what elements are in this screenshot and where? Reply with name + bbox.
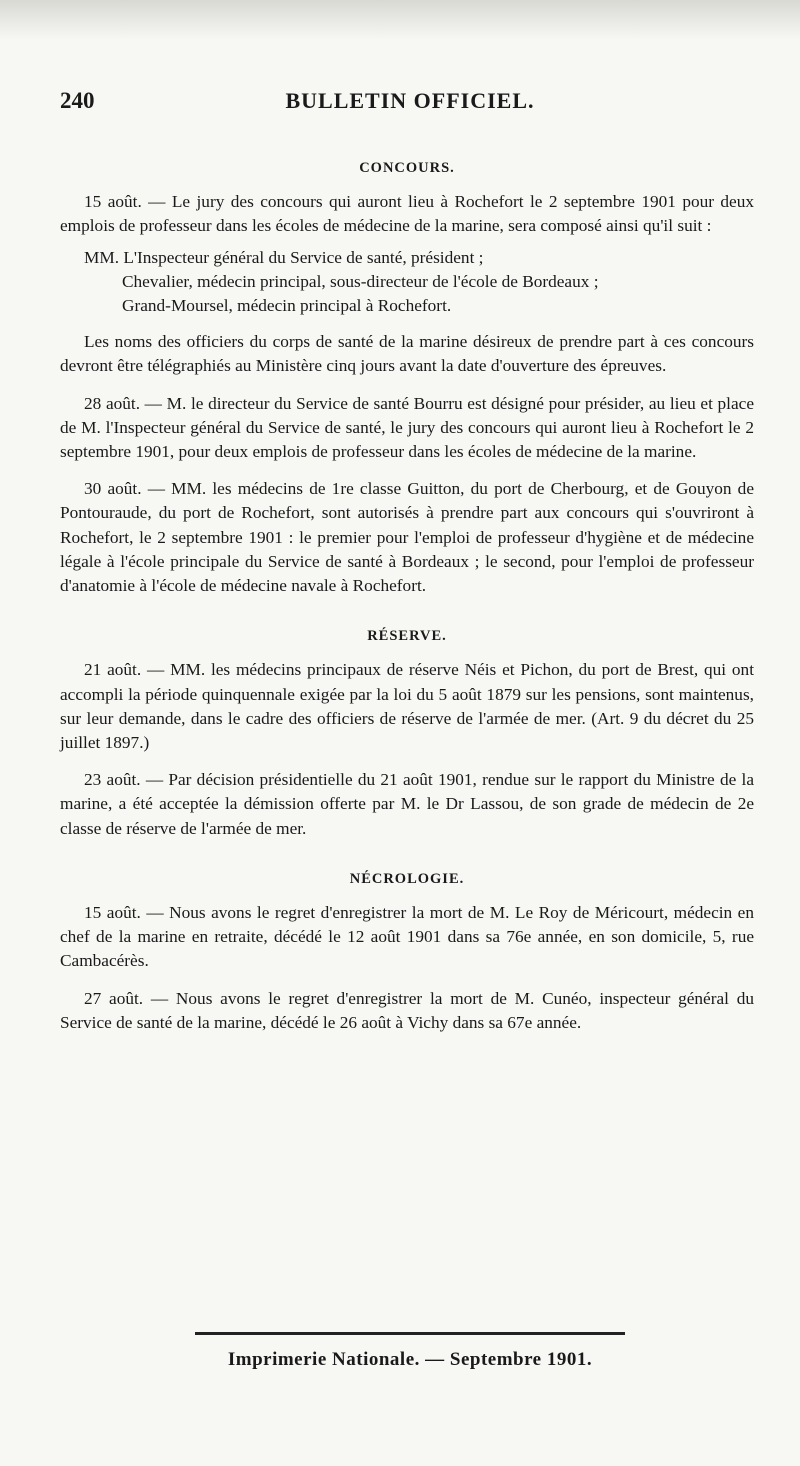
section-necrologie <box>60 867 754 1035</box>
paragraph-concours-15-aout: 15 août. — Le jury des concours qui auront lieu à Rochefort le 2 septembre 1901 pour deux emplois de professeur dans les écoles de médecine de la marine, sera composé ainsi qu'il suit : <box>60 192 754 236</box>
paragraph-necrologie-27-aout: 27 août. — Nous avons le regret d'enregistrer la mort de M. Cunéo, inspecteur général du Service de santé de la marine, décédé le 26 août à Vichy dans sa 67e année. <box>60 988 754 1032</box>
journal-title: BULLETIN OFFICIEL. <box>285 88 535 113</box>
section-heading-concours: CONCOURS. <box>359 160 455 176</box>
jury-member-chevalier: Chevalier, médecin principal, sous-directeur de l'école de Bordeaux ; <box>122 271 599 291</box>
scan-edge-shading <box>0 0 800 40</box>
section-heading-necrologie: NÉCROLOGIE. <box>349 870 465 887</box>
page-number: 240 <box>60 88 95 113</box>
section-heading-reserve: RÉSERVE. <box>367 628 447 645</box>
paragraph-concours-noms: Les noms des officiers du corps de santé de la marine désireux de prendre part à ces concours devront être télégraphiés au Ministère cinq jours avant la date d'ouverture des épreuves. <box>60 332 754 376</box>
paragraph-concours-30-aout: 30 août. — MM. les médecins de 1re classe Guitton, du port de Cherbourg, et de Gouyon de Pontouraude, du port de Rochefort, sont autorisés à prendre part aux concours qui s'ouvriront à Rochefort, le 2 septembre 1901 : le premier pour l'emploi de professeur d'hygiène et de médecine légale à l'école principale du Service de santé à Bordeaux ; le second, pour l'emploi de professeur d'anatomie à l'école de médecine navale à Rochefort. <box>60 479 754 596</box>
footer-rule <box>195 1332 625 1335</box>
jury-member-president: MM. L'Inspecteur général du Service de santé, président ; <box>84 247 484 267</box>
paragraph-necrologie-15-aout: 15 août. — Nous avons le regret d'enregistrer la mort de M. Le Roy de Méricourt, médecin en chef de la marine en retraite, décédé le 12 août 1901 dans sa 76e année, en son domicile, 5, rue Cambacérès. <box>60 903 754 971</box>
section-concours <box>60 156 754 598</box>
imprint-line: Imprimerie Nationale. — Septembre 1901. <box>227 1349 593 1370</box>
running-header <box>60 88 760 122</box>
jury-list <box>60 246 754 319</box>
paragraph-reserve-21-aout: 21 août. — MM. les médecins principaux de réserve Néis et Pichon, du port de Brest, qui ont accompli la période quinquennale exigée par la loi du 5 août 1879 sur les pensions, sont maintenus, sur leur demande, dans le cadre des officiers de réserve de l'armée de mer. (Art. 9 du décret du 25 juillet 1897.) <box>60 660 754 753</box>
jury-member-grand-moursel: Grand-Moursel, médecin principal à Rochefort. <box>122 296 452 316</box>
paragraph-concours-28-aout: 28 août. — M. le directeur du Service de santé Bourru est désigné pour présider, au lieu et place de M. l'Inspecteur général du Service de santé, le jury des concours qui auront lieu à Rochefort le 2 septembre 1901, pour deux emplois de professeur dans les écoles de médecine de la marine. <box>60 393 754 462</box>
section-reserve <box>60 624 754 841</box>
paragraph-reserve-23-aout: 23 août. — Par décision présidentielle du 21 août 1901, rendue sur le rapport du Ministre de la marine, a été acceptée la démission offerte par M. le Dr Lassou, de son grade de médecin de 2e classe de réserve de l'armée de mer. <box>60 770 754 838</box>
main-content <box>60 156 754 1048</box>
